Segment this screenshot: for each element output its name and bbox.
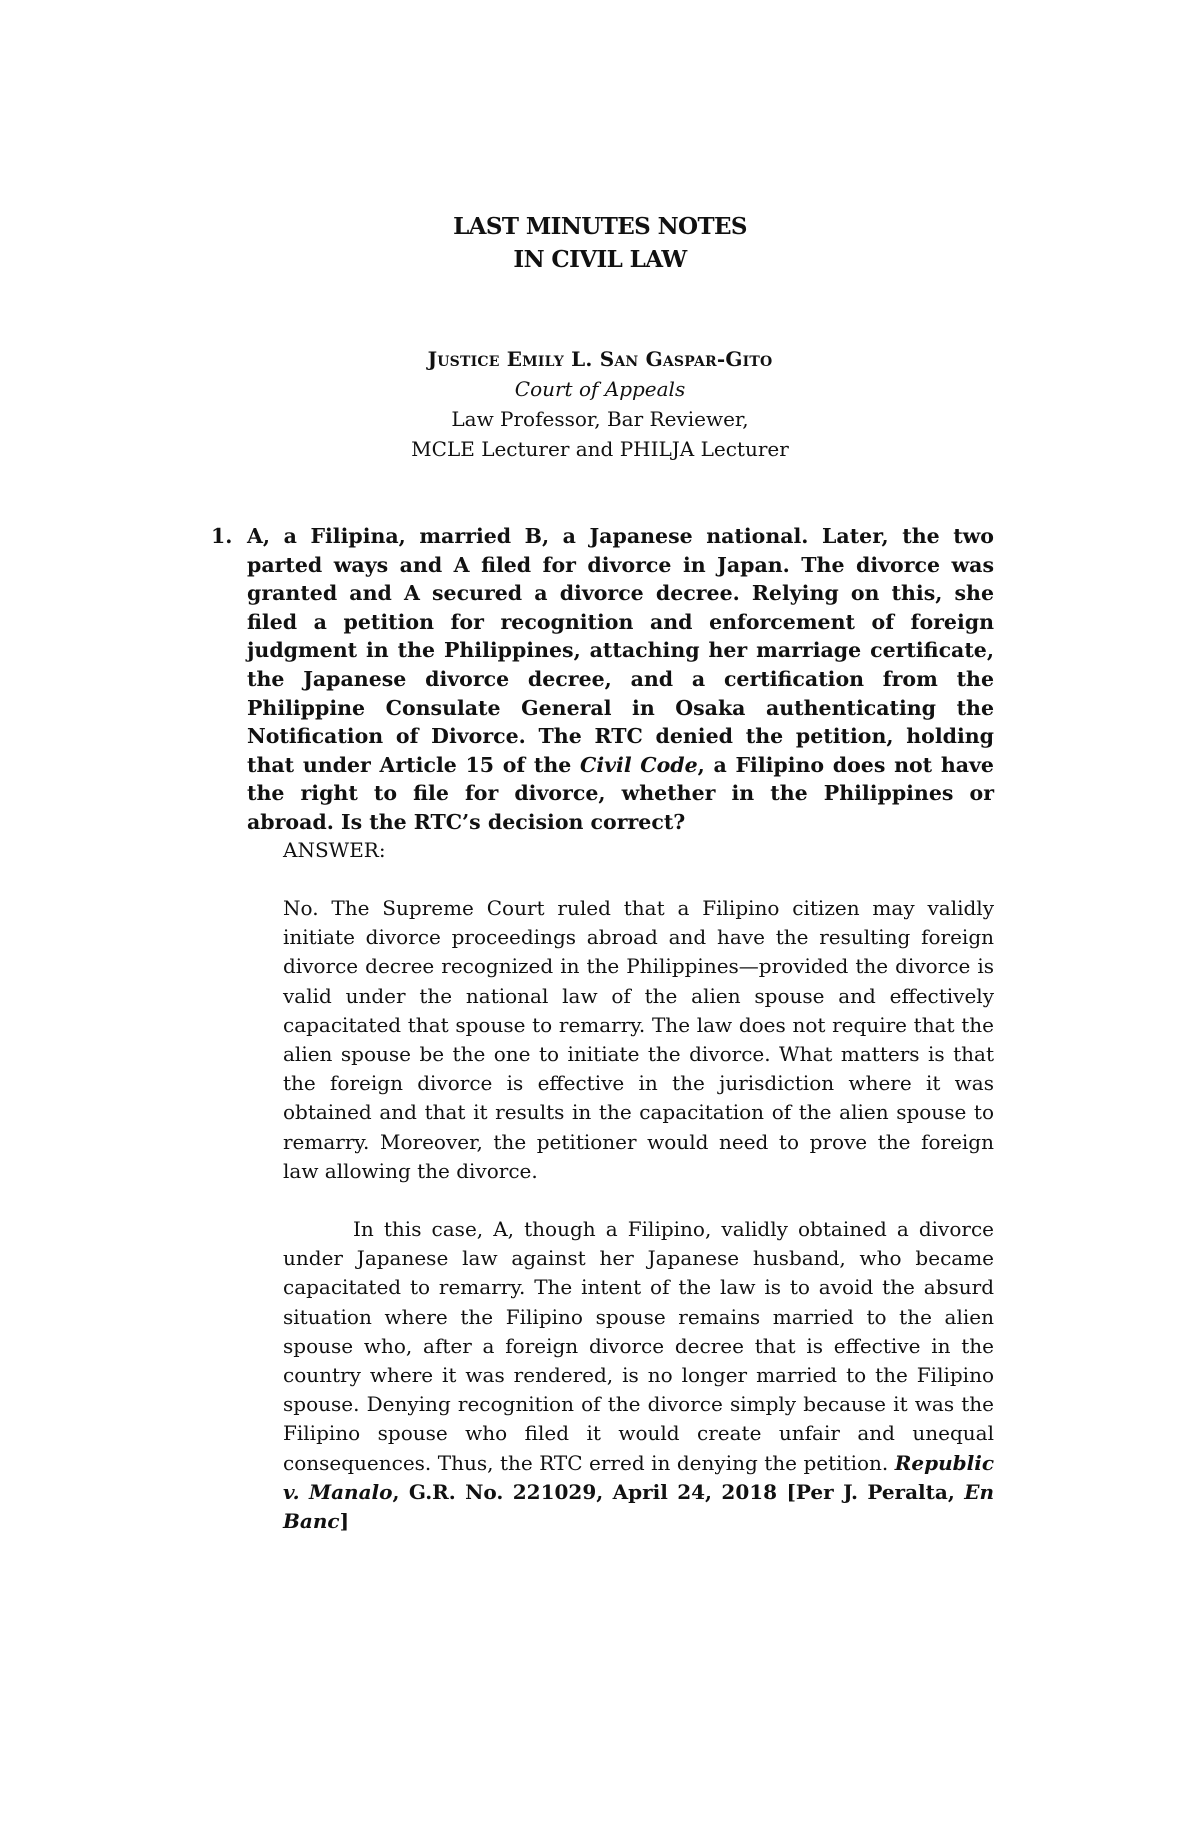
answer-label: ANSWER: [283, 838, 386, 862]
title-line-1: LAST MINUTES NOTES [453, 213, 747, 240]
question-number: 1. [211, 524, 233, 548]
title-line-2: IN CIVIL LAW [513, 246, 687, 273]
answer-paragraph-2 [283, 1215, 994, 1536]
document-title [0, 210, 1200, 276]
answer-paragraph-1: No. The Supreme Court ruled that a Filipino citizen may validly initiate divorce proceedings abroad and have the resulting foreign divorce decree recognized in the Philippines—provided the divorce is valid under the national law of the alien spouse and effectively capacitated that spouse to remarry. The law does not require that the alien spouse be the one to initiate the divorce. What matters is that the foreign divorce is effective in the jurisdiction where it was obtained and that it results in the capacitation of the alien spouse to remarry. Moreover, the petitioner would need to prove the foreign law allowing the divorce. [283, 896, 994, 1183]
author-name: Justice Emily L. San Gaspar-Gito [427, 347, 773, 371]
answer-paragraph-2-text: In this case, A, though a Filipino, validly obtained a divorce under Japanese law against her Japanese husband, who became capacitated to remarry. The intent of the law is to avoid the absurd situation where the Filipino spouse remains married to the alien spouse who, after a foreign divorce decree that is effective in the country where it was rendered, is no longer married to the Filipino spouse. Denying recognition of the divorce simply because it was the Filipino spouse who filed it would create unfair and unequal consequences. Thus, the RTC erred in denying the petition. [283, 1217, 994, 1475]
author-role-line-2: MCLE Lecturer and PHILJA Lecturer [411, 437, 789, 461]
author-role-line-1: Law Professor, Bar Reviewer, [451, 407, 749, 431]
question-1 [211, 522, 994, 837]
question-text-part1: A, a Filipina, married B, a Japanese national. Later, the two parted ways and A filed for divorce in Japan. The divorce was granted and A secured a divorce decree. Relying on this, she filed a petition for recognition and enforcement of foreign judgment in the Philippines, attaching her marriage certificate, the Japanese divorce decree, and a certification from the Philippine Consulate General in Osaka authenticating the Notification of Divorce. The RTC denied the petition, holding that under Article 15 of the [247, 524, 994, 777]
author-court: Court of Appeals [514, 377, 686, 401]
citation-details: , G.R. No. 221029, April 24, 2018 [Per J. Peralta, [392, 1479, 965, 1504]
citation-en-banc: En Banc [283, 1479, 994, 1534]
question-text-italic: Civil Code [580, 752, 698, 777]
author-block [0, 344, 1200, 464]
question-text-part2: , a Filipino does not have the right to file for divorce, whether in the Philippines or abroad. Is the RTC’s decision correct? [247, 752, 994, 834]
citation-closing: ] [339, 1509, 350, 1534]
citation-case-name: Republic v. Manalo [283, 1450, 994, 1504]
